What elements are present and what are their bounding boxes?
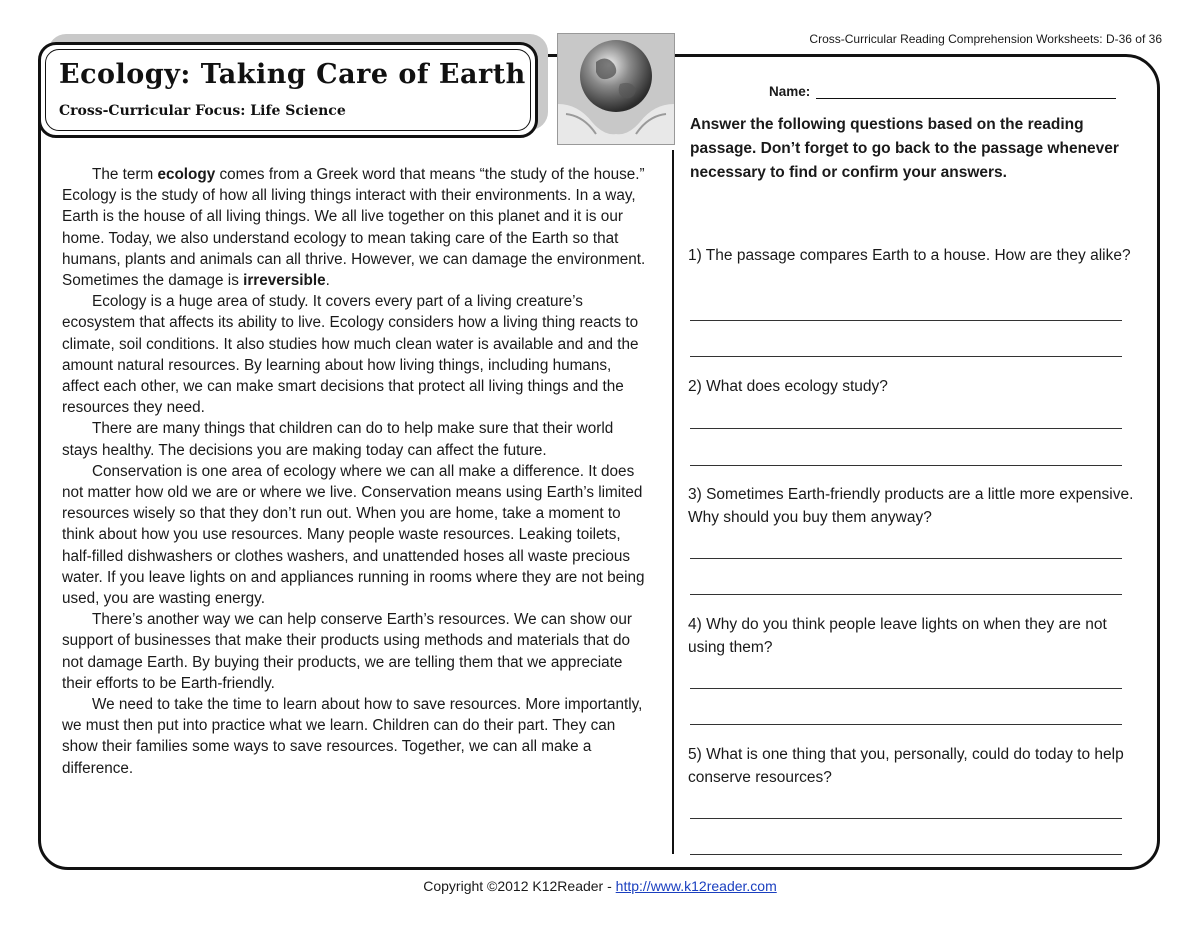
answer-line[interactable] (690, 818, 1122, 819)
earth-in-hands-image (557, 33, 675, 145)
answer-line[interactable] (690, 688, 1122, 689)
passage-paragraph: Conservation is one area of ecology where we can all make a difference. It does not matter how old we are or where we live. Conservation means using Earth’s limited resources wisely so that they don’t run out. When you are home, take a moment to think about how you use resources. Many people waste resources. Leaking toilets, half-filled dishwashers or clothes washers, and unattended hoses all waste precious water. If you leave lights on and appliances running in rooms where they are not being used, you are wasting energy. (62, 462, 645, 608)
passage-paragraph: Ecology is a huge area of study. It covers every part of a living creature’s ecosystem that affects its ability to live. Ecology considers how a living thing reacts to climate, soil conditions. It also studies how much clean water is available and and the amount natural resources. By learning about how living things, including humans, affect each other, we can make smart decisions that protect all living things and the resources they need. (62, 293, 639, 417)
question-2: 2) What does ecology study? (688, 378, 888, 395)
passage-paragraph: We need to take the time to learn about how to save resources. More importantly, we must then put into practice what we learn. Children can do their part. They can show their families some ways to save resources. Together, we can all make a difference. (62, 696, 643, 777)
question-1: 1) The passage compares Earth to a house. How are they alike? (688, 247, 1131, 264)
answer-line[interactable] (690, 594, 1122, 595)
answer-line[interactable] (690, 724, 1122, 725)
passage-paragraph: The term ecology comes from a Greek word that means “the study of the house.” Ecology is the study of how all living things interact with their environments. In a way, Earth is the house of all living things. We all live together on this planet and it is our home. Today, we also understand ecology to mean taking care of the Earth so that humans, plants and animals can all thrive. However, we can damage the environment. Sometimes the damage is irreversible. (62, 166, 646, 290)
title-box (38, 42, 538, 138)
worksheet-title: Ecology: Taking Care of Earth (59, 59, 526, 90)
name-field[interactable] (769, 84, 1116, 99)
answer-line[interactable] (690, 428, 1122, 429)
answer-line[interactable] (690, 854, 1122, 855)
vocab-irreversible: irreversible (243, 272, 326, 290)
passage-paragraph: There are many things that children can do to help make sure that their world stays healthy. The decisions you are making today can affect the future. (62, 420, 614, 459)
passage-paragraph: There’s another way we can help conserve Earth’s resources. We can show our support of businesses that make their products using methods and materials that do not damage Earth. By buying their products, we are telling them that we appreciate their efforts to be Earth-friendly. (62, 611, 632, 692)
answer-line[interactable] (690, 320, 1122, 321)
answer-line[interactable] (690, 558, 1122, 559)
worksheet-subtitle: Cross-Curricular Focus: Life Science (59, 103, 346, 119)
question-4: 4) Why do you think people leave lights on when they are not using them? (688, 616, 1107, 656)
instructions: Answer the following questions based on the reading passage. Don’t forget to go back to the passage whenever necessary to find or confirm your answers. (690, 116, 1119, 181)
answer-line[interactable] (690, 356, 1122, 357)
name-line[interactable] (816, 84, 1116, 99)
reading-passage (62, 164, 652, 779)
question-3: 3) Sometimes Earth-friendly products are a little more expensive. Why should you buy them anyway? (688, 486, 1134, 526)
k12reader-link[interactable]: http://www.k12reader.com (615, 878, 777, 894)
question-5: 5) What is one thing that you, personally, could do today to help conserve resources? (688, 746, 1124, 786)
copyright-text: Copyright ©2012 K12Reader - (423, 878, 616, 894)
answer-line[interactable] (690, 465, 1122, 466)
name-label: Name: (769, 84, 811, 99)
series-note: Cross-Curricular Reading Comprehension Worksheets: D-36 of 36 (809, 32, 1162, 46)
footer (0, 878, 1200, 894)
vocab-ecology: ecology (157, 166, 216, 183)
column-divider (672, 150, 674, 854)
